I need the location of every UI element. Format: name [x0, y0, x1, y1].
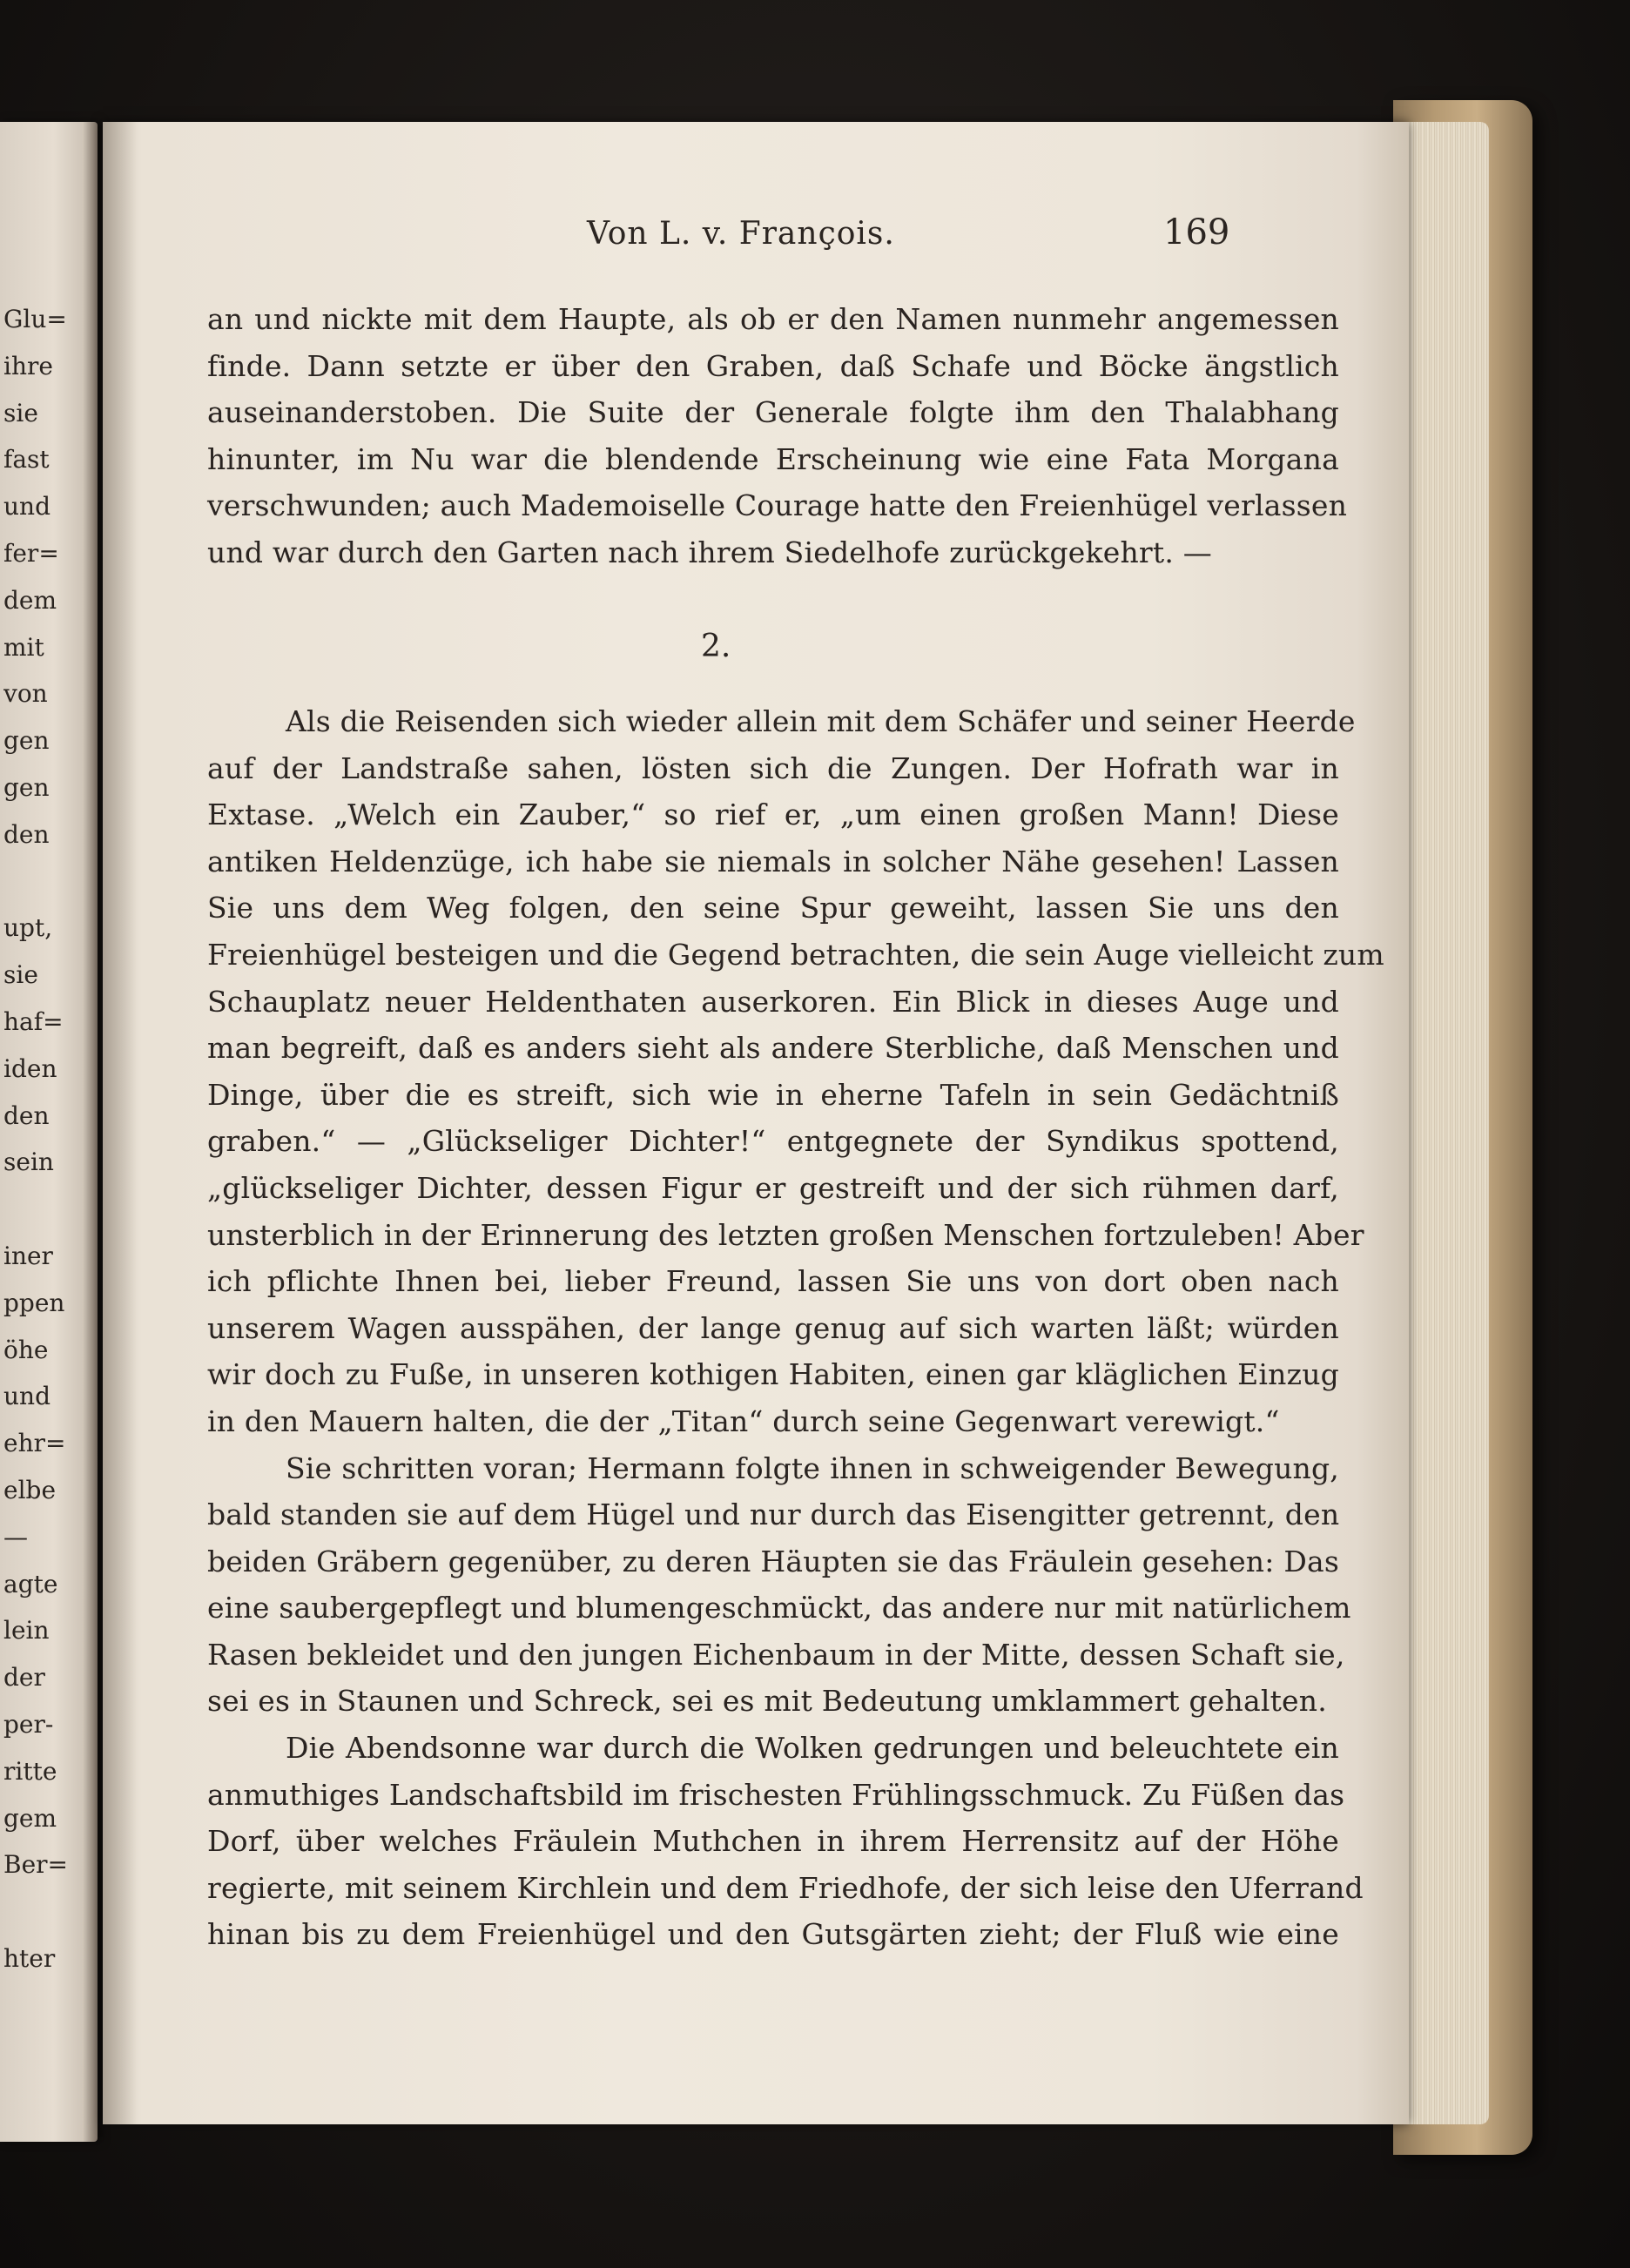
text-line: beiden Gräbern gegenüber, zu deren Häupten sie das Fräulein gesehen: Das	[207, 1544, 1339, 1578]
left-fragment: lein	[3, 1616, 50, 1645]
text-line: Dorf, über welches Fräulein Muthchen in ihrem Herrensitz auf der Höhe	[207, 1824, 1339, 1859]
left-fragment: agte	[3, 1569, 58, 1598]
running-head: Von L. v. François.	[587, 216, 895, 252]
section-number: 2.	[701, 629, 731, 664]
text-line: auseinanderstoben. Die Suite der Generale folgte ihm den Thalabhang	[207, 395, 1339, 430]
paragraph-after-section	[207, 698, 1384, 1958]
left-fragment: gem	[3, 1803, 57, 1833]
left-fragment	[3, 1888, 73, 1935]
text-line: regierte, mit seinem Kirchlein und dem Friedhofe, der sich leise den Uferrand	[207, 1870, 1364, 1905]
text-line: Sie schritten voran; Hermann folgte ihnen in schweigender Bewegung,	[286, 1450, 1339, 1485]
gutter-shadow	[103, 122, 138, 2124]
text-line: hinan bis zu dem Freienhügel und den Gutsgärten zieht; der Fluß wie eine	[207, 1917, 1339, 1952]
left-fragment: —	[3, 1522, 28, 1551]
left-fragment: sie	[3, 398, 38, 427]
left-fragment: gen	[3, 772, 50, 802]
text-line: Als die Reisenden sich wieder allein mit dem Schäfer und seiner Heerde	[286, 704, 1356, 738]
left-fragment: öhe	[3, 1335, 49, 1364]
left-fragment: fast	[3, 445, 50, 474]
left-facing-page	[0, 122, 98, 2142]
text-line: an und nickte mit dem Haupte, als ob er den Namen nunmehr angemessen	[207, 302, 1339, 336]
left-fragment: iden	[3, 1053, 57, 1083]
text-line: ich pflichte Ihnen bei, lieber Freund, lassen Sie uns von dort oben nach	[207, 1264, 1339, 1299]
left-fragment: der	[3, 1663, 45, 1693]
left-fragment: und	[3, 492, 51, 522]
text-line: in den Mauern halten, die der „Titan“ durch seine Gegenwart verewigt.“	[207, 1403, 1280, 1438]
left-fragment: per-	[3, 1709, 54, 1739]
text-line: anmuthiges Landschaftsbild im frischesten Frühlingsschmuck. Zu Füßen das	[207, 1777, 1345, 1812]
paragraph-before-section	[207, 296, 1348, 576]
text-line: Die Abendsonne war durch die Wolken gedrungen und beleuchtete ein	[286, 1731, 1339, 1766]
text-line: auf der Landstraße sahen, lösten sich die Zungen. Der Hofrath war in	[207, 750, 1339, 785]
left-fragment: ppen	[3, 1288, 65, 1317]
text-line: hinunter, im Nu war die blendende Erscheinung wie eine Fata Morgana	[207, 441, 1339, 476]
left-fragment: ihre	[3, 351, 53, 380]
text-line: antiken Heldenzüge, ich habe sie niemals in solcher Nähe gesehen! Lassen	[207, 844, 1339, 878]
left-fragment	[3, 1186, 73, 1233]
left-fragment: Glu=	[3, 305, 67, 333]
left-fragment: upt,	[3, 913, 53, 943]
left-fragment: von	[3, 679, 48, 709]
left-fragment: elbe	[3, 1475, 57, 1504]
text-line: unsterblich in der Erinnerung des letzten großen Menschen fortzuleben! Aber	[207, 1217, 1364, 1252]
text-line: Dinge, über die es streift, sich wie in eherne Tafeln in sein Gedächtniß	[207, 1077, 1339, 1112]
left-fragment: haf=	[3, 1006, 64, 1036]
left-fragment: ritte	[3, 1756, 57, 1786]
text-line: finde. Dann setzte er über den Graben, daß Schafe und Böcke ängstlich	[207, 348, 1339, 383]
left-fragment: hter	[3, 1943, 56, 1973]
left-fragment: sein	[3, 1147, 54, 1177]
text-line: Rasen bekleidet und den jungen Eichenbaum in der Mitte, dessen Schaft sie,	[207, 1637, 1345, 1672]
page-number: 169	[1163, 212, 1230, 252]
text-line: man begreift, daß es anders sieht als andere Sterbliche, daß Menschen und	[207, 1031, 1339, 1066]
left-fragment: den	[3, 819, 50, 849]
text-line: bald standen sie auf dem Hügel und nur durch das Eisengitter getrennt, den	[207, 1497, 1340, 1532]
text-line: „glückseliger Dichter, dessen Figur er gestreift und der sich rühmen darf,	[207, 1170, 1339, 1205]
text-line: eine saubergepflegt und blumengeschmückt, das andere nur mit natürlichem	[207, 1591, 1351, 1625]
text-line: verschwunden; auch Mademoiselle Courage hatte den Freienhügel verlassen	[207, 488, 1348, 523]
left-fragment: gen	[3, 726, 50, 756]
text-line: sei es in Staunen und Schreck, sei es mit Bedeutung umklammert gehalten.	[207, 1684, 1327, 1719]
left-fragment	[3, 858, 73, 905]
text-line: Freienhügel besteigen und die Gegend betrachten, die sein Auge vielleicht zum	[207, 937, 1384, 972]
text-line: Schauplatz neuer Heldenthaten auserkoren. Ein Blick in dieses Auge und	[207, 984, 1339, 1019]
text-line: und war durch den Garten nach ihrem Siedelhofe zurückgekehrt. —	[207, 535, 1212, 569]
text-line: unserem Wagen ausspähen, der lange genug auf sich warten läßt; würden	[207, 1310, 1339, 1345]
left-fragment: Ber=	[3, 1850, 68, 1880]
left-fragment: und	[3, 1382, 51, 1411]
left-fragment: dem	[3, 585, 57, 615]
text-line: Sie uns dem Weg folgen, den seine Spur geweiht, lassen Sie uns den	[207, 891, 1339, 925]
left-fragment: mit	[3, 632, 44, 662]
left-fragment: iner	[3, 1241, 53, 1270]
text-line: graben.“ — „Glückseliger Dichter!“ entgegnete der Syndikus spottend,	[207, 1124, 1339, 1159]
text-line: wir doch zu Fuße, in unseren kothigen Habiten, einen gar kläglichen Einzug	[207, 1357, 1339, 1392]
text-line: Extase. „Welch ein Zauber,“ so rief er, „um einen großen Mann! Diese	[207, 798, 1339, 832]
left-fragment: sie	[3, 960, 38, 990]
left-fragment: ehr=	[3, 1429, 66, 1458]
left-fragment: den	[3, 1100, 50, 1130]
left-page-fragments	[3, 296, 73, 1982]
book-page	[103, 122, 1409, 2124]
left-fragment: fer=	[3, 538, 59, 568]
